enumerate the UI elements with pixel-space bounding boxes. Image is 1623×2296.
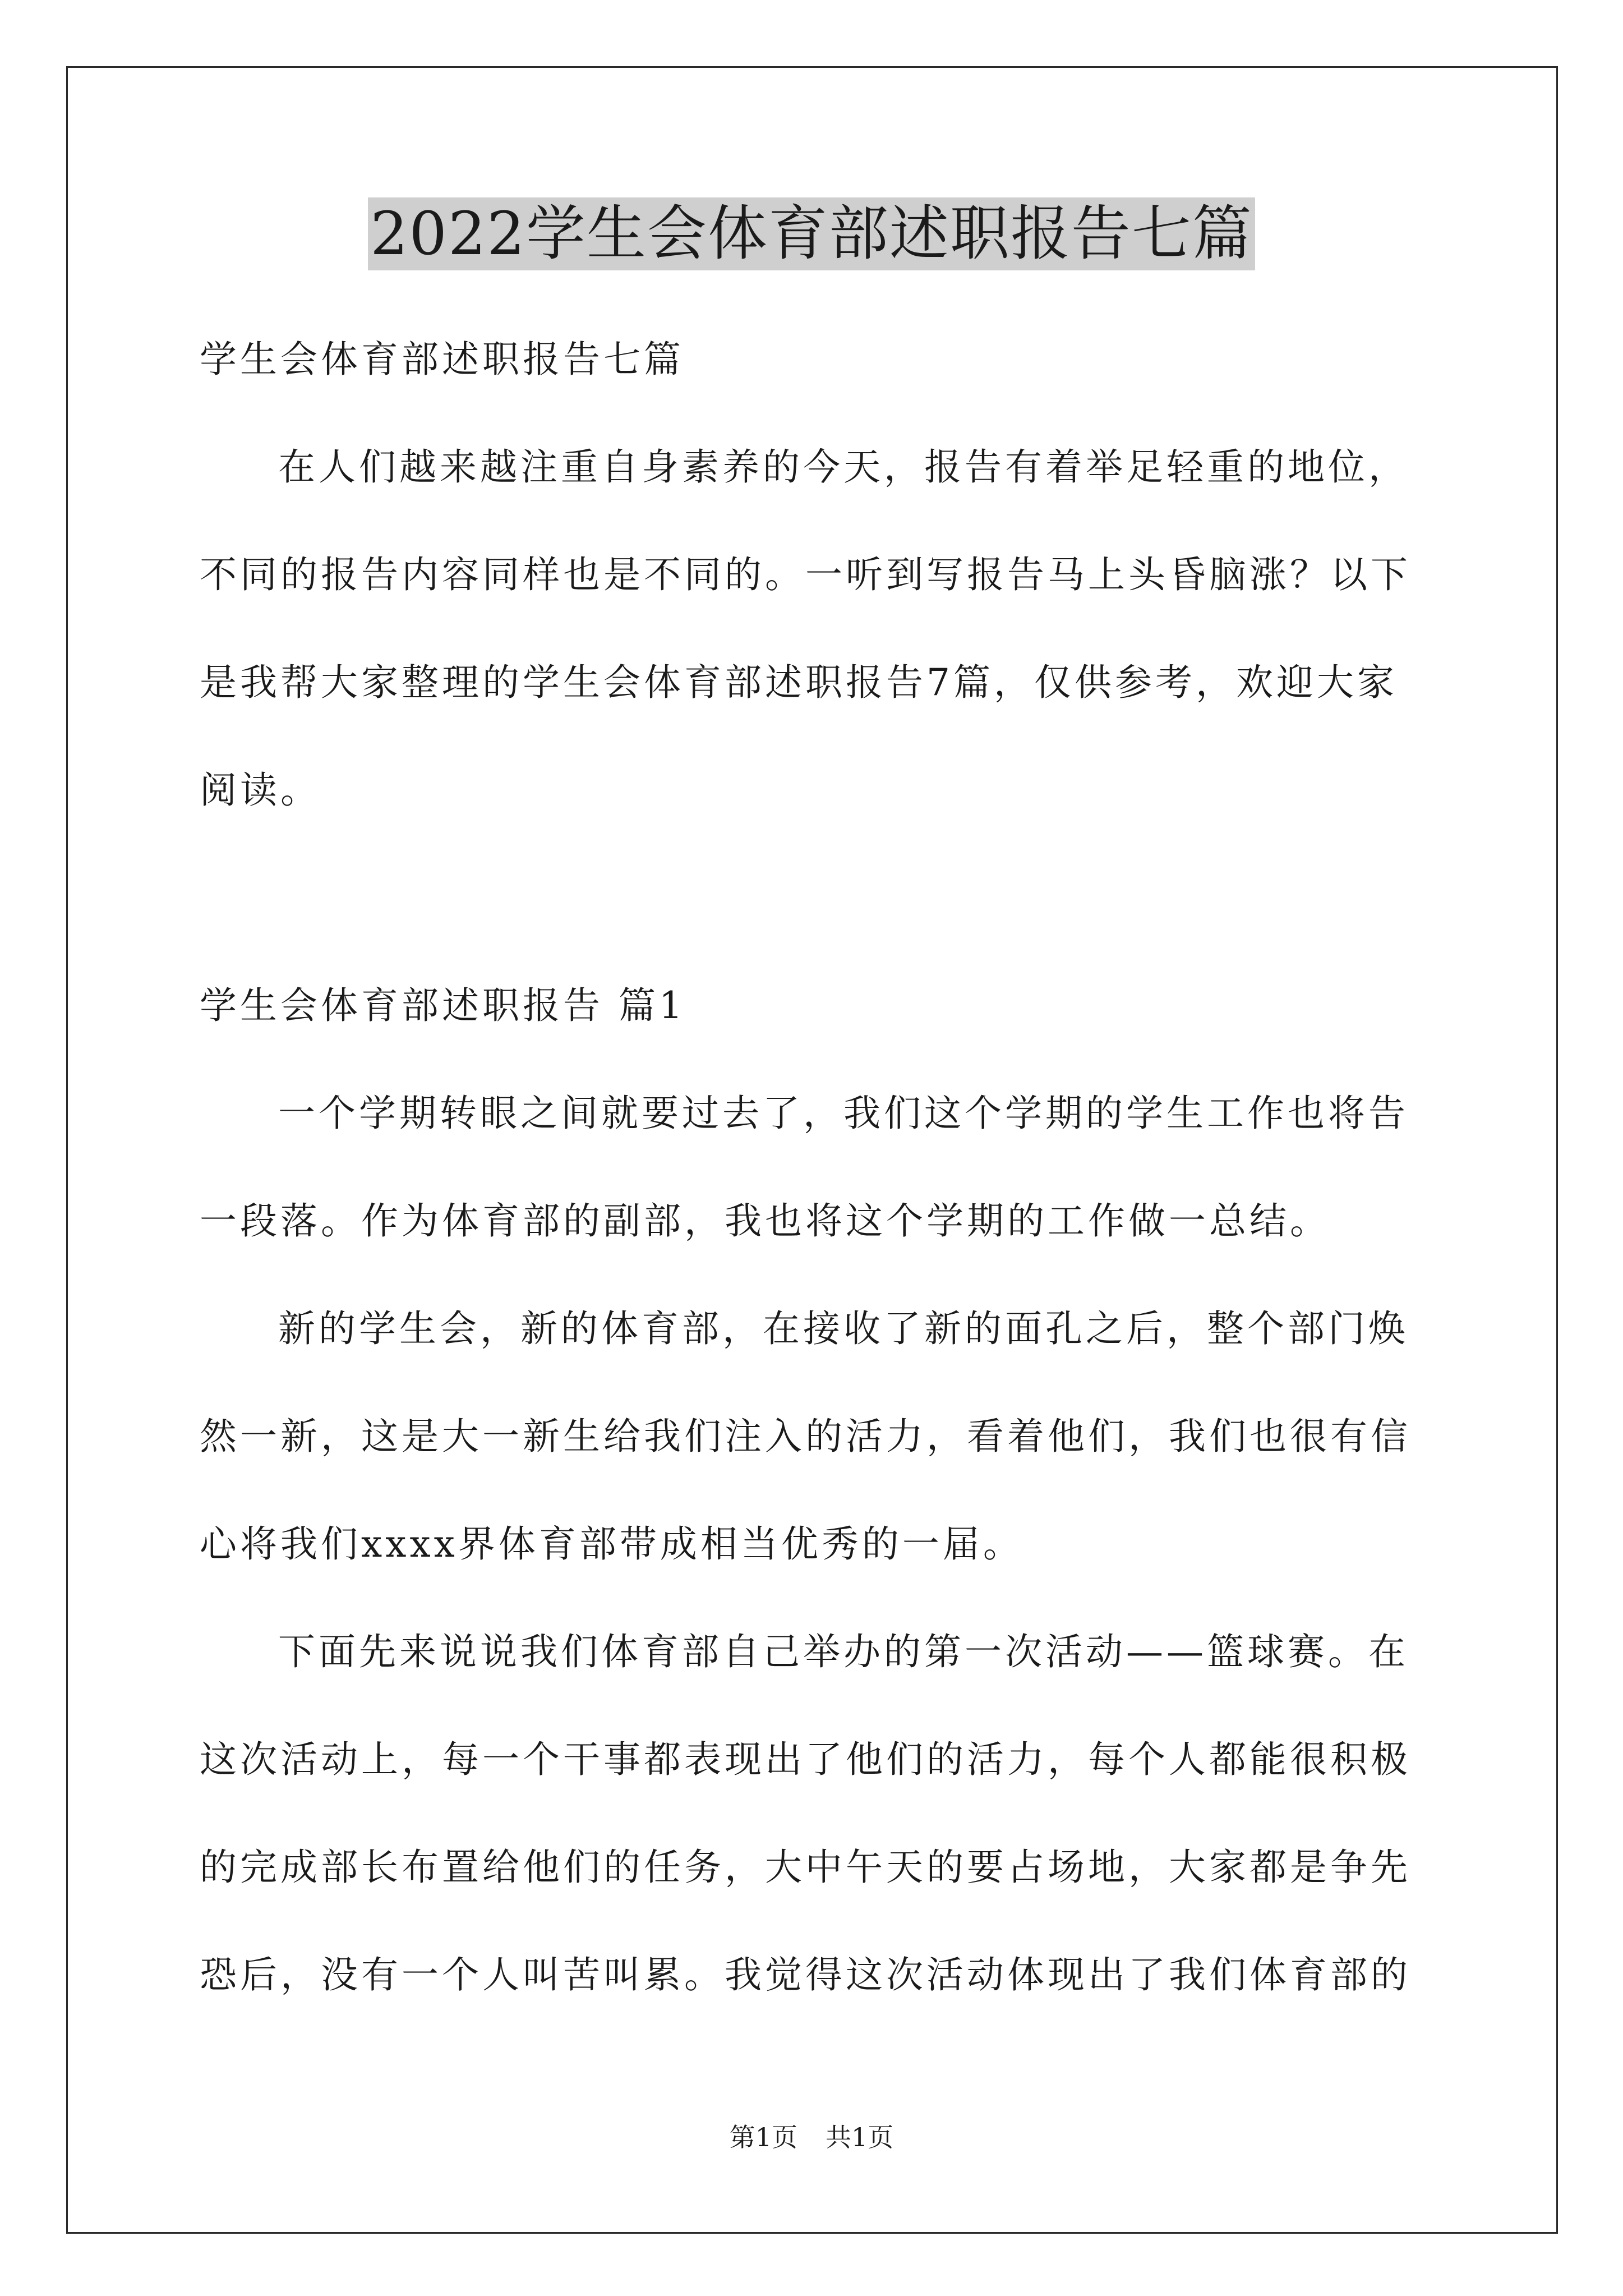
paragraph-line: 的完成部长布置给他们的任务，大中午天的要占场地，大家都是争先 xyxy=(200,1846,1411,1889)
paragraph-line: 这次活动上，每一个干事都表现出了他们的活力，每个人都能很积极 xyxy=(200,1738,1411,1781)
paragraph-line: 新的学生会，新的体育部，在接收了新的面孔之后，整个部门焕 xyxy=(278,1307,1409,1350)
blank-line xyxy=(200,844,1431,952)
paragraph-line: 一段落。作为体育部的副部，我也将这个学期的工作做一总结。 xyxy=(200,1199,1330,1243)
subtitle-line: 学生会体育部述职报告七篇 xyxy=(200,338,684,381)
page-total: 共1页 xyxy=(826,2122,894,2152)
document-body xyxy=(200,306,1431,2029)
title-container xyxy=(0,197,1623,270)
intro-paragraph-line: 阅读。 xyxy=(200,769,321,812)
section-heading: 学生会体育部述职报告 篇1 xyxy=(200,984,686,1027)
paragraph-line: 恐后，没有一个人叫苦叫累。我觉得这次活动体现出了我们体育部的 xyxy=(200,1953,1411,1996)
document-title: 2022学生会体育部述职报告七篇 xyxy=(368,197,1255,270)
page-number: 第1页 xyxy=(729,2122,797,2152)
intro-paragraph-line: 在人们越来越注重自身素养的今天，报告有着举足轻重的地位， xyxy=(278,445,1409,489)
paragraph-line: 一个学期转眼之间就要过去了，我们这个学期的学生工作也将告 xyxy=(278,1092,1409,1135)
paragraph-line: 下面先来说说我们体育部自己举办的第一次活动——篮球赛。在 xyxy=(278,1630,1409,1673)
paragraph-line: 然一新，这是大一新生给我们注入的活力，看着他们，我们也很有信 xyxy=(200,1415,1411,1458)
intro-paragraph-line: 是我帮大家整理的学生会体育部述职报告7篇，仅供参考，欢迎大家 xyxy=(200,661,1398,704)
page-footer xyxy=(0,2120,1623,2154)
paragraph-line: 心将我们xxxx界体育部带成相当优秀的一届。 xyxy=(200,1522,1023,1566)
intro-paragraph-line: 不同的报告内容同样也是不同的。一听到写报告马上头昏脑涨？以下 xyxy=(200,553,1411,596)
